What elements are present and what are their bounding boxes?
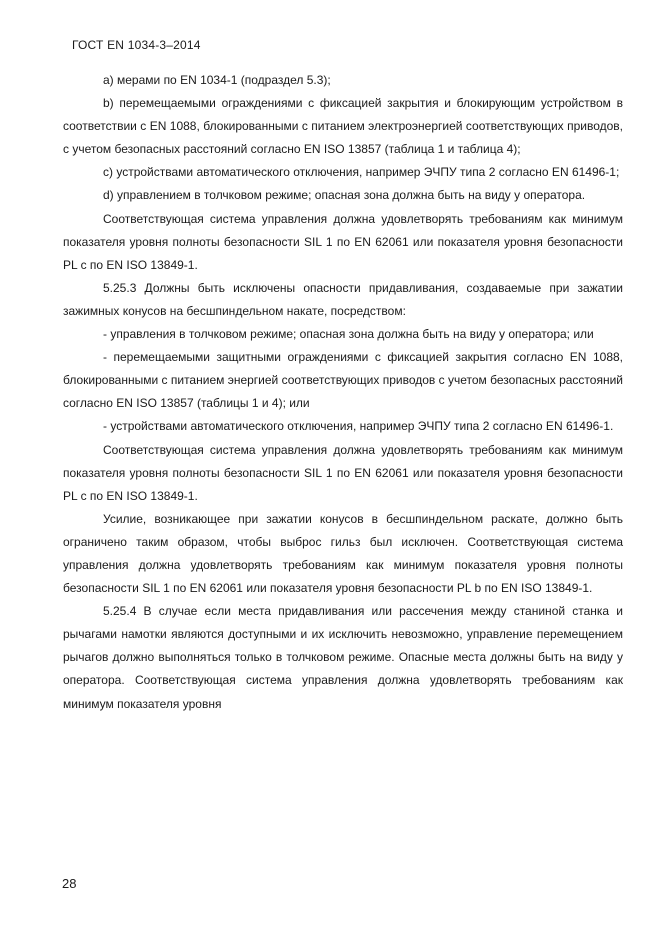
page-number: 28 bbox=[62, 876, 77, 891]
item-c: c) устройствами автоматического отключения, например ЭЧПУ типа 2 согласно EN 61496-1; bbox=[103, 165, 620, 180]
item-a: а) мерами по EN 1034-1 (подраздел 5.3); bbox=[103, 73, 331, 87]
clause-5-25-4: 5.25.4 В случае если места придавливания или рассечения между станиной станка и рычагами намотки являются доступными и их исключить невозможно, управление перемещением рычагов должно выполняться только в толчковом режиме. Опасные места должны быть на виду у оператора. Соответствующая система управления должна удовлетворять требованиям как минимум показателя уровня bbox=[63, 604, 623, 711]
control-system-requirement-1: Соответствующая система управления должна удовлетворять требованиям как минимум показателя уровня полноты безопасности SIL 1 по EN 62061 или показателя уровня безопасности PL c по EN ISO 13849-1. bbox=[63, 211, 623, 272]
item-b: b) перемещаемыми ограждениями с фиксацией закрытия и блокирующим устройством в соответствии с EN 1088, блокированными с питанием электроэнергией соответствующих приводов, с учетом безопасных расстояний согласно EN ISO 13857 (таблица 1 и таблица 4); bbox=[63, 96, 623, 157]
bullet-trip-devices: - устройствами автоматического отключения, например ЭЧПУ типа 2 согласно EN 61496-1. bbox=[103, 419, 614, 434]
item-d: d) управлением в толчковом режиме; опасная зона должна быть на виду у оператора. bbox=[103, 188, 586, 203]
clamping-force-paragraph: Усилие, возникающее при зажатии конусов в бесшпиндельном раскате, должно быть ограничено таким образом, чтобы выброс гильз был исключен. Соответствующая система управления должна удовлетворять требованиям как минимум показателя уровня полноты безопасности SIL 1 по EN 62061 или показателя уровня безопасности PL b по EN ISO 13849-1. bbox=[63, 511, 623, 596]
document-header: ГОСТ EN 1034-3–2014 bbox=[72, 38, 201, 52]
bullet-jog-mode: - управления в толчковом режиме; опасная зона должна быть на виду у оператора; или bbox=[103, 327, 594, 342]
control-system-requirement-2: Соответствующая система управления должна удовлетворять требованиям как минимум показателя уровня полноты безопасности SIL 1 по EN 62061 или показателя уровня безопасности PL c по EN ISO 13849-1. bbox=[63, 442, 623, 503]
clause-5-25-3: 5.25.3 Должны быть исключены опасности придавливания, создаваемые при зажатии зажимных конусов на бесшпиндельном накате, посредством: bbox=[63, 280, 623, 318]
document-body bbox=[63, 69, 623, 716]
bullet-movable-guards: - перемещаемыми защитными ограждениями с фиксацией закрытия согласно EN 1088, блокированными с питанием энергией соответствующих приводов с учетом безопасных расстояний согласно EN ISO 13857 (таблицы 1 и 4); или bbox=[63, 350, 623, 411]
